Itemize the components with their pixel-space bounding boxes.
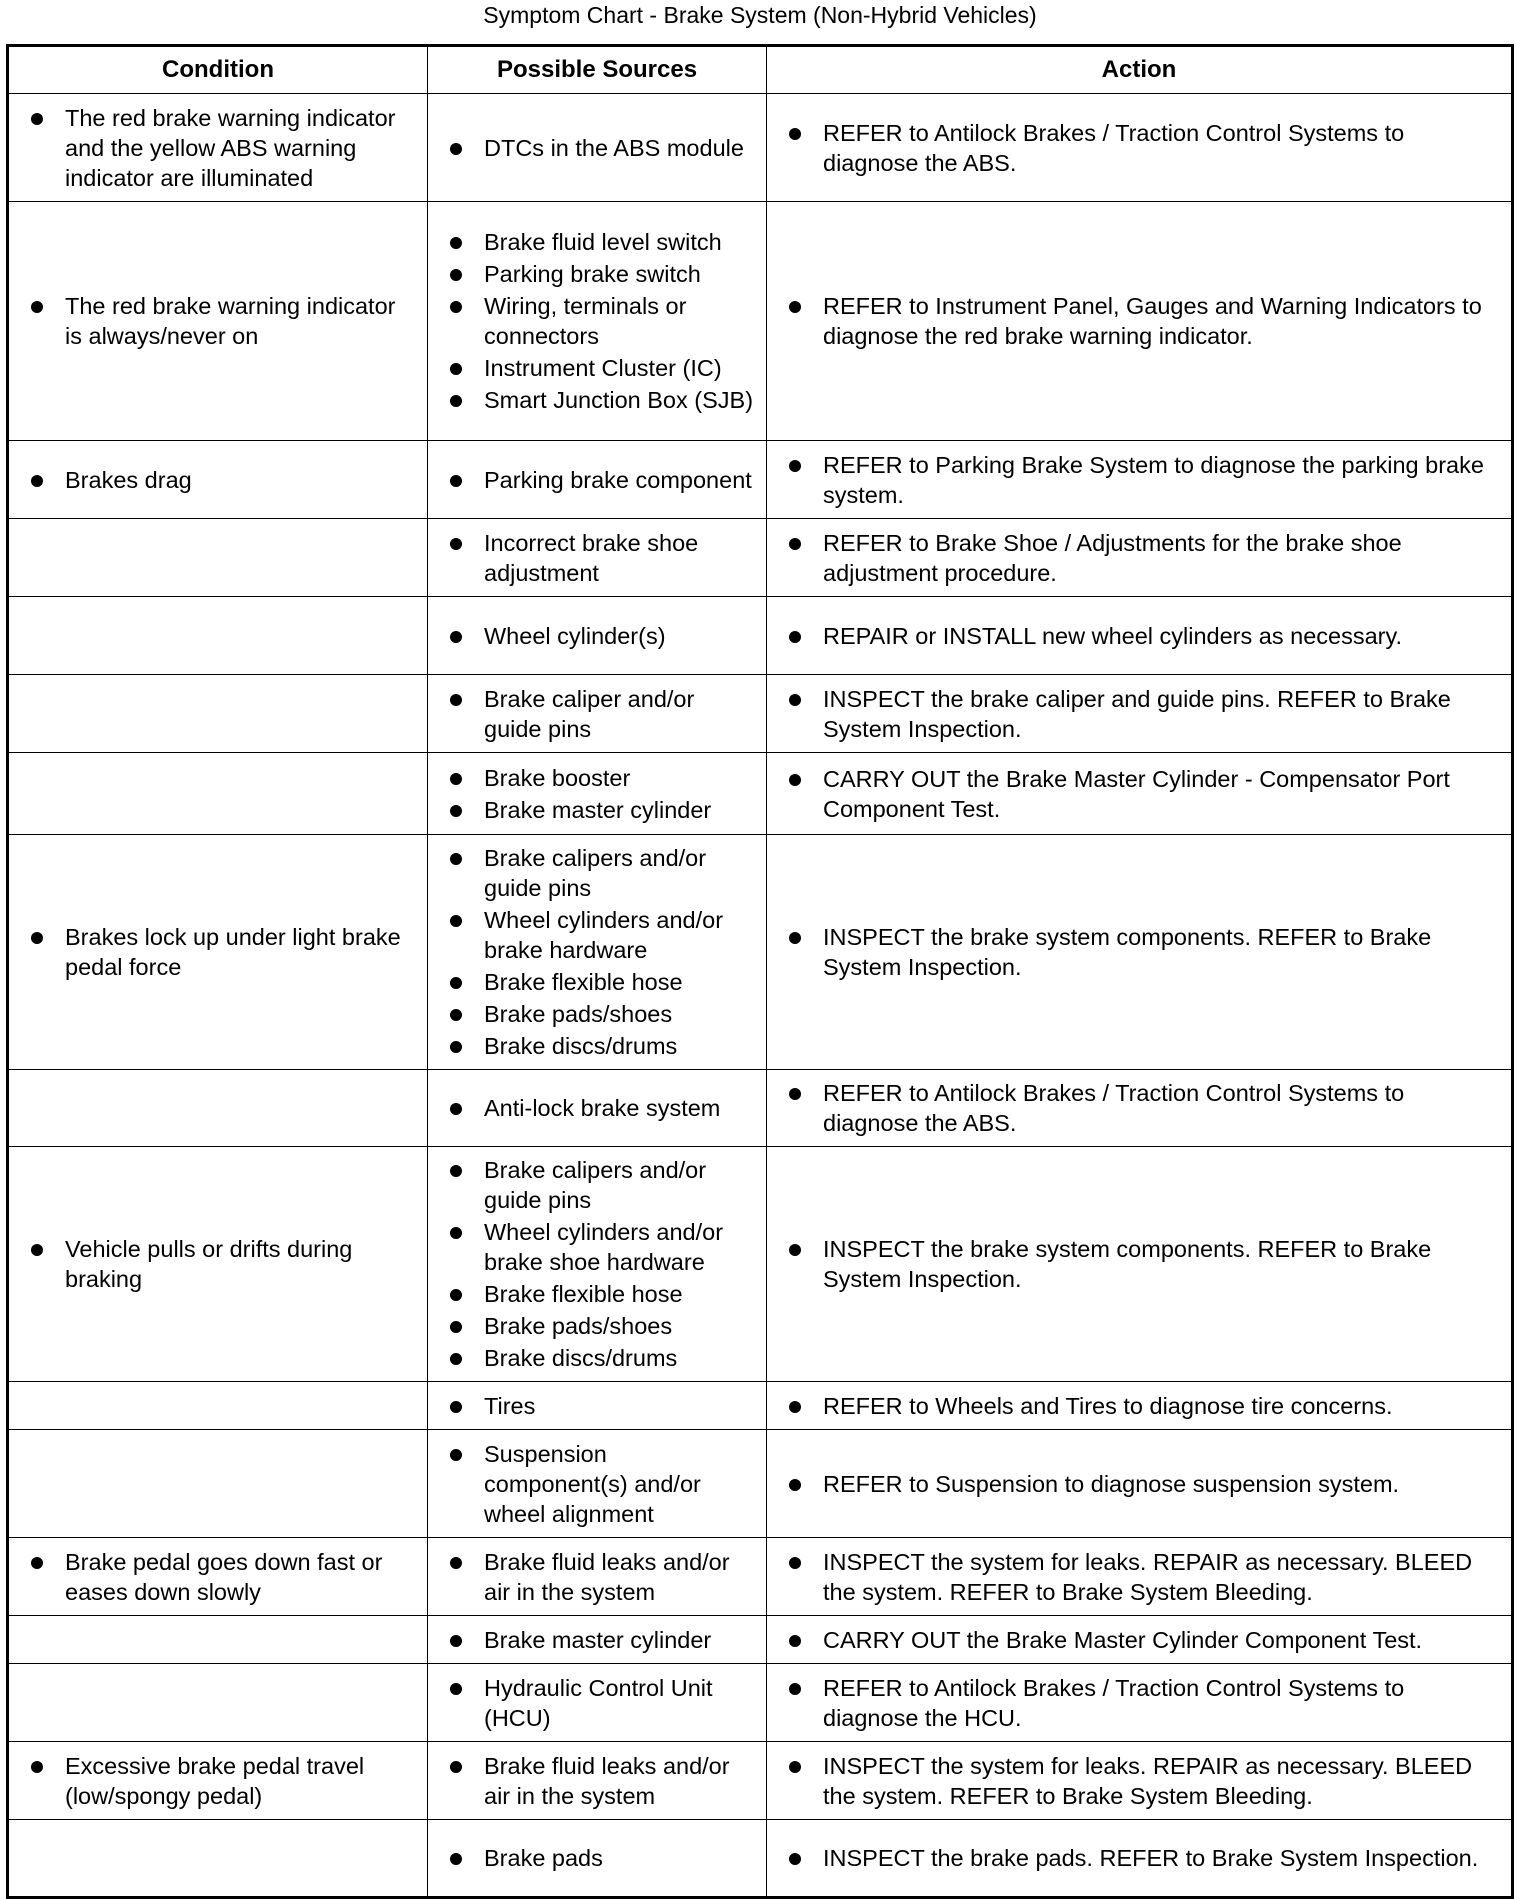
source-item: Brake pads/shoes [448, 1311, 756, 1341]
condition-cell [8, 1742, 428, 1820]
sources-list [448, 465, 756, 495]
sources-list [448, 133, 756, 163]
sources-list [448, 1439, 756, 1529]
sources-cell [428, 94, 767, 202]
table-row [8, 835, 1513, 1070]
sources-list [448, 684, 756, 744]
condition-list [29, 1234, 417, 1294]
table-row [8, 202, 1513, 441]
sources-list [448, 1391, 756, 1421]
action-text: REFER to Parking Brake System to diagnose the parking brake system. [787, 450, 1501, 510]
header-row [8, 46, 1513, 94]
action-text: INSPECT the brake system components. REFER to Brake System Inspection. [787, 1234, 1501, 1294]
table-row [8, 1616, 1513, 1664]
source-item: Wheel cylinders and/or brake shoe hardware [448, 1217, 756, 1277]
action-list [787, 1751, 1501, 1811]
action-list [787, 621, 1501, 651]
action-cell [767, 753, 1513, 835]
action-cell [767, 94, 1513, 202]
action-list [787, 1547, 1501, 1607]
action-cell [767, 441, 1513, 519]
sources-cell [428, 675, 767, 753]
action-text: REFER to Brake Shoe / Adjustments for the brake shoe adjustment procedure. [787, 528, 1501, 588]
action-cell [767, 202, 1513, 441]
condition-list [29, 103, 417, 193]
condition-list [29, 1751, 417, 1811]
table-body [8, 94, 1513, 1898]
sources-cell [428, 1147, 767, 1382]
condition-cell [8, 1616, 428, 1664]
source-item: Suspension component(s) and/or wheel alignment [448, 1439, 756, 1529]
table-row [8, 94, 1513, 202]
header-possible-sources: Possible Sources [428, 46, 767, 94]
sources-list [448, 227, 756, 415]
sources-list [448, 1155, 756, 1373]
source-item: Brake discs/drums [448, 1031, 756, 1061]
action-list [787, 1843, 1501, 1873]
action-text: REFER to Antilock Brakes / Traction Control Systems to diagnose the HCU. [787, 1673, 1501, 1733]
condition-cell [8, 519, 428, 597]
source-item: Smart Junction Box (SJB) [448, 385, 756, 415]
condition-text: Brakes lock up under light brake pedal force [29, 922, 417, 982]
chart-title: Symptom Chart - Brake System (Non-Hybrid Vehicles) [483, 2, 1037, 28]
action-list [787, 1673, 1501, 1733]
action-list [787, 528, 1501, 588]
source-item: Wheel cylinder(s) [448, 621, 756, 651]
table-row [8, 753, 1513, 835]
action-text: REFER to Antilock Brakes / Traction Control Systems to diagnose the ABS. [787, 1078, 1501, 1138]
action-list [787, 118, 1501, 178]
condition-cell [8, 1147, 428, 1382]
condition-cell [8, 1820, 428, 1898]
condition-cell [8, 1070, 428, 1147]
source-item: Brake calipers and/or guide pins [448, 843, 756, 903]
condition-cell [8, 1664, 428, 1742]
table-row [8, 597, 1513, 675]
sources-list [448, 1093, 756, 1123]
source-item: Incorrect brake shoe adjustment [448, 528, 756, 588]
table-row [8, 1070, 1513, 1147]
header-condition: Condition [8, 46, 428, 94]
table-row [8, 1147, 1513, 1382]
sources-cell [428, 1616, 767, 1664]
action-text: INSPECT the system for leaks. REPAIR as necessary. BLEED the system. REFER to Brake System Bleeding. [787, 1547, 1501, 1607]
source-item: Brake fluid leaks and/or air in the system [448, 1751, 756, 1811]
source-item: Brake booster [448, 763, 756, 793]
source-item: Instrument Cluster (IC) [448, 353, 756, 383]
table-row [8, 1430, 1513, 1538]
condition-cell [8, 94, 428, 202]
condition-cell [8, 1382, 428, 1430]
sources-cell [428, 597, 767, 675]
condition-cell [8, 202, 428, 441]
action-cell [767, 1742, 1513, 1820]
condition-list [29, 922, 417, 982]
sources-list [448, 1751, 756, 1811]
source-item: Brake pads [448, 1843, 756, 1873]
sources-cell [428, 519, 767, 597]
source-item: Parking brake component [448, 465, 756, 495]
source-item: Anti-lock brake system [448, 1093, 756, 1123]
action-text: INSPECT the brake caliper and guide pins. REFER to Brake System Inspection. [787, 684, 1501, 744]
sources-list [448, 528, 756, 588]
action-cell [767, 1070, 1513, 1147]
action-cell [767, 1430, 1513, 1538]
condition-text: The red brake warning indicator is always/never on [29, 291, 417, 351]
sources-list [448, 621, 756, 651]
condition-text: Brakes drag [29, 465, 417, 495]
table-row [8, 1538, 1513, 1616]
condition-list [29, 465, 417, 495]
action-cell [767, 519, 1513, 597]
action-list [787, 922, 1501, 982]
sources-list [448, 1547, 756, 1607]
sources-list [448, 763, 756, 825]
condition-cell [8, 597, 428, 675]
header-action: Action [767, 46, 1513, 94]
action-list [787, 1391, 1501, 1421]
action-list [787, 1625, 1501, 1655]
sources-cell [428, 1742, 767, 1820]
action-cell [767, 1616, 1513, 1664]
source-item: Brake master cylinder [448, 795, 756, 825]
source-item: Brake caliper and/or guide pins [448, 684, 756, 744]
sources-cell [428, 441, 767, 519]
table-row [8, 441, 1513, 519]
condition-list [29, 1547, 417, 1607]
action-list [787, 291, 1501, 351]
condition-cell [8, 1538, 428, 1616]
condition-cell [8, 441, 428, 519]
sources-cell [428, 1538, 767, 1616]
sources-cell [428, 753, 767, 835]
condition-text: Vehicle pulls or drifts during braking [29, 1234, 417, 1294]
action-list [787, 684, 1501, 744]
action-cell [767, 1538, 1513, 1616]
action-cell [767, 1820, 1513, 1898]
condition-cell [8, 675, 428, 753]
action-cell [767, 675, 1513, 753]
source-item: Hydraulic Control Unit (HCU) [448, 1673, 756, 1733]
action-text: INSPECT the brake system components. REFER to Brake System Inspection. [787, 922, 1501, 982]
source-item: Tires [448, 1391, 756, 1421]
action-cell [767, 1147, 1513, 1382]
condition-text: The red brake warning indicator and the yellow ABS warning indicator are illuminated [29, 103, 417, 193]
action-cell [767, 1664, 1513, 1742]
sources-list [448, 1673, 756, 1733]
sources-cell [428, 835, 767, 1070]
action-text: INSPECT the system for leaks. REPAIR as necessary. BLEED the system. REFER to Brake System Bleeding. [787, 1751, 1501, 1811]
action-cell [767, 1382, 1513, 1430]
sources-list [448, 1843, 756, 1873]
condition-cell [8, 835, 428, 1070]
sources-list [448, 843, 756, 1061]
condition-text: Excessive brake pedal travel (low/spongy pedal) [29, 1751, 417, 1811]
action-list [787, 1234, 1501, 1294]
source-item: Brake master cylinder [448, 1625, 756, 1655]
condition-text: Brake pedal goes down fast or eases down slowly [29, 1547, 417, 1607]
source-item: Brake fluid leaks and/or air in the system [448, 1547, 756, 1607]
action-text: REPAIR or INSTALL new wheel cylinders as necessary. [787, 621, 1501, 651]
source-item: Wheel cylinders and/or brake hardware [448, 905, 756, 965]
action-text: CARRY OUT the Brake Master Cylinder - Compensator Port Component Test. [787, 764, 1501, 824]
condition-list [29, 291, 417, 351]
action-text: REFER to Antilock Brakes / Traction Control Systems to diagnose the ABS. [787, 118, 1501, 178]
action-cell [767, 835, 1513, 1070]
source-item: Wiring, terminals or connectors [448, 291, 756, 351]
source-item: DTCs in the ABS module [448, 133, 756, 163]
action-text: REFER to Instrument Panel, Gauges and Warning Indicators to diagnose the red brake warning indicator. [787, 291, 1501, 351]
action-list [787, 450, 1501, 510]
source-item: Brake calipers and/or guide pins [448, 1155, 756, 1215]
sources-list [448, 1625, 756, 1655]
table-row [8, 675, 1513, 753]
sources-cell [428, 1820, 767, 1898]
table-row [8, 519, 1513, 597]
source-item: Brake discs/drums [448, 1343, 756, 1373]
table-row [8, 1742, 1513, 1820]
source-item: Brake flexible hose [448, 1279, 756, 1309]
source-item: Parking brake switch [448, 259, 756, 289]
sources-cell [428, 1070, 767, 1147]
table-row [8, 1382, 1513, 1430]
action-cell [767, 597, 1513, 675]
sources-cell [428, 1430, 767, 1538]
action-text: INSPECT the brake pads. REFER to Brake System Inspection. [787, 1843, 1501, 1873]
action-list [787, 1078, 1501, 1138]
action-text: CARRY OUT the Brake Master Cylinder Component Test. [787, 1625, 1501, 1655]
action-list [787, 764, 1501, 824]
sources-cell [428, 1664, 767, 1742]
action-text: REFER to Suspension to diagnose suspension system. [787, 1469, 1501, 1499]
sources-cell [428, 202, 767, 441]
condition-cell [8, 753, 428, 835]
action-list [787, 1469, 1501, 1499]
condition-cell [8, 1430, 428, 1538]
source-item: Brake flexible hose [448, 967, 756, 997]
sources-cell [428, 1382, 767, 1430]
table-row [8, 1820, 1513, 1898]
source-item: Brake fluid level switch [448, 227, 756, 257]
symptom-table [6, 44, 1514, 1899]
table-row [8, 1664, 1513, 1742]
action-text: REFER to Wheels and Tires to diagnose tire concerns. [787, 1391, 1501, 1421]
source-item: Brake pads/shoes [448, 999, 756, 1029]
